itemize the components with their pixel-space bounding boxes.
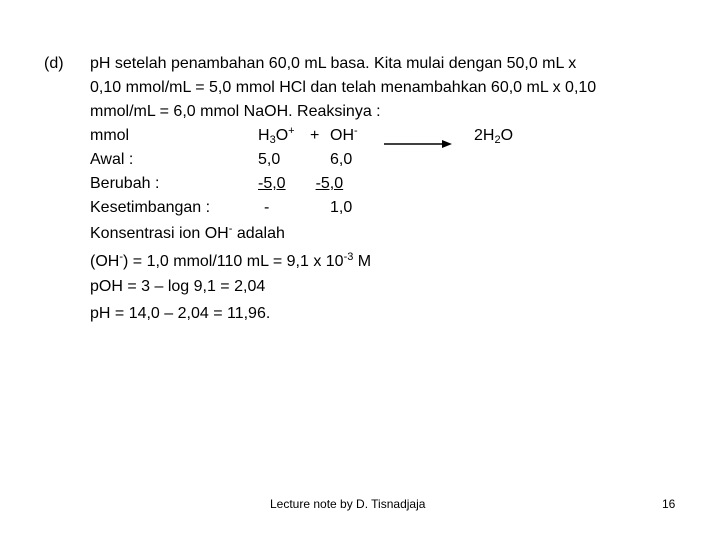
row-awal-label: Awal : bbox=[90, 151, 134, 168]
oh-concentration-line: (OH-) = 1,0 mmol/110 mL = 9,1 x $10^{-3}$ M bbox=[90, 251, 372, 270]
intro-line-3: mmol/mL = 6,0 mmol NaOH. Reaksinya : bbox=[90, 103, 381, 120]
row-berubah-h3o: -5,0 bbox=[258, 175, 286, 192]
row-awal-h3o: 5,0 bbox=[258, 151, 281, 168]
row-berubah-label: Berubah : bbox=[90, 175, 160, 192]
product-water: $2H_2O$ bbox=[474, 127, 514, 146]
reaction-row-label: mmol bbox=[90, 127, 130, 144]
reactant-oh: OH- bbox=[330, 125, 358, 144]
footer-note: Lecture note by D. Tisnadjaja bbox=[270, 497, 426, 511]
row-berubah-oh: -5,0 bbox=[315, 175, 344, 192]
intro-line-1: pH setelah penambahan 60,0 mL basa. Kita mulai dengan 50,0 mL x bbox=[90, 55, 577, 72]
poh-line: pOH = 3 – log 9,1 = 2,04 bbox=[90, 278, 266, 295]
item-label: (d) bbox=[44, 55, 64, 72]
intro-line-2: 0,10 mmol/mL = 5,0 mmol HCl dan telah menambahkan 60,0 mL x 0,10 bbox=[90, 79, 597, 96]
ph-line: pH = 14,0 – 2,04 = 11,96. bbox=[90, 305, 271, 322]
reaction-arrow-icon bbox=[384, 139, 452, 149]
row-awal-oh: 6,0 bbox=[330, 151, 353, 168]
reactant-h3o: $H_3O^+$ bbox=[258, 125, 295, 146]
reaction-plus: + bbox=[310, 127, 320, 144]
page-number: 16 bbox=[662, 497, 676, 511]
row-kesetimbangan-h3o: - bbox=[264, 199, 270, 216]
konsentrasi-line: Konsentrasi ion OH- adalah bbox=[90, 223, 285, 242]
row-kesetimbangan-label: Kesetimbangan : bbox=[90, 199, 211, 216]
row-kesetimbangan-oh: 1,0 bbox=[330, 199, 353, 216]
row-berubah-values bbox=[258, 172, 364, 196]
